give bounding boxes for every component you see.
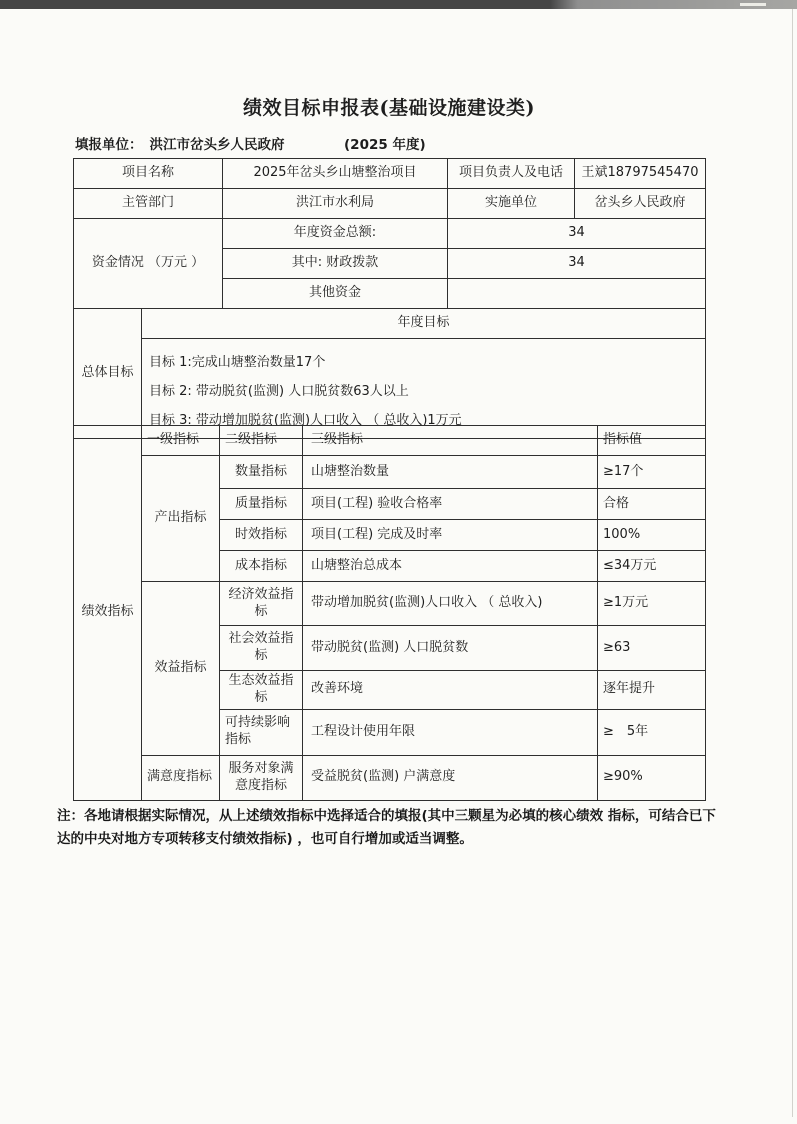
footnote: 注：各地请根据实际情况，从上述绩效指标中选择适合的填报(其中三颗星为必填的核心绩效 指标，可结合已下达的中央对地方专项转移支付绩效指标) ，也可自行增加或适当调整。 — [57, 808, 716, 847]
header-level2: 二级指标 — [220, 426, 303, 456]
funding-fiscal-label: 其中: 财政拨款 — [223, 249, 448, 279]
scan-top-edge-mark — [740, 3, 766, 6]
annual-goal-header: 年度目标 — [142, 309, 706, 339]
value-social: ≥63 — [598, 626, 706, 671]
indicators-section-label: 绩效指标 — [74, 426, 142, 801]
indicators-table — [73, 425, 706, 801]
value-quantity: ≥17个 — [598, 456, 706, 489]
funding-total-value: 34 — [448, 219, 706, 249]
level2-economic: 经济效益指标 — [220, 582, 303, 626]
value-economic: ≥1万元 — [598, 582, 706, 626]
level3-quality: 项目(工程) 验收合格率 — [303, 489, 598, 520]
funding-fiscal-value: 34 — [448, 249, 706, 279]
overall-goal-label: 总体目标 — [74, 309, 142, 439]
value-ecological: 逐年提升 — [598, 671, 706, 710]
dept-label: 主管部门 — [74, 189, 223, 219]
overall-goal-table — [73, 308, 706, 439]
value-sustainability: ≥ 5年 — [598, 709, 706, 755]
filler-unit-value: 洪江市岔头乡人民政府 — [149, 137, 285, 153]
level2-quantity: 数量指标 — [220, 456, 303, 489]
level3-quantity: 山塘整治数量 — [303, 456, 598, 489]
funding-other-value — [448, 279, 706, 309]
level2-social: 社会效益指标 — [220, 626, 303, 671]
level3-social: 带动脱贫(监测) 人口脱贫数 — [303, 626, 598, 671]
impl-unit-label: 实施单位 — [448, 189, 575, 219]
project-manager-label: 项目负责人及电话 — [448, 159, 575, 189]
level2-quality: 质量指标 — [220, 489, 303, 520]
level2-cost: 成本指标 — [220, 551, 303, 582]
project-name-value: 2025年岔头乡山塘整治项目 — [223, 159, 448, 189]
value-quality: 合格 — [598, 489, 706, 520]
level3-cost: 山塘整治总成本 — [303, 551, 598, 582]
header-level3: 三级指标 — [303, 426, 598, 456]
value-timeliness: 100% — [598, 520, 706, 551]
level2-ecological: 生态效益指标 — [220, 671, 303, 710]
level3-economic: 带动增加脱贫(监测)人口收入 （ 总收入) — [303, 582, 598, 626]
annual-goal-list — [142, 339, 706, 439]
funding-section-label: 资金情况 （万元 ） — [74, 219, 223, 309]
level1-benefit: 效益指标 — [142, 582, 220, 756]
level3-timeliness: 项目(工程) 完成及时率 — [303, 520, 598, 551]
level2-timeliness: 时效指标 — [220, 520, 303, 551]
scan-right-edge-artifact — [792, 9, 793, 1117]
scan-top-edge-artifact — [0, 0, 797, 9]
level1-satisfaction: 满意度指标 — [142, 755, 220, 800]
impl-unit-value: 岔头乡人民政府 — [575, 189, 706, 219]
level3-sustainability: 工程设计使用年限 — [303, 709, 598, 755]
report-year: (2025 年度) — [344, 137, 426, 153]
value-service-satisfaction: ≥90% — [598, 755, 706, 800]
project-name-label: 项目名称 — [74, 159, 223, 189]
header-value: 指标值 — [598, 426, 706, 456]
header-level1: 一级指标 — [142, 426, 220, 456]
funding-total-label: 年度资金总额: — [223, 219, 448, 249]
goal-item-2: 目标 2: 带动脱贫(监测) 人口脱贫数63人以上 — [149, 384, 409, 399]
level2-sustainability: 可持续影响指标 — [220, 709, 303, 755]
project-info-table — [73, 158, 706, 309]
funding-other-label: 其他资金 — [223, 279, 448, 309]
goal-item-3: 目标 3: 带动增加脱贫(监测)人口收入 （ 总收入)1万元 — [149, 413, 462, 428]
level3-service-satisfaction: 受益脱贫(监测) 户满意度 — [303, 755, 598, 800]
filler-unit-label: 填报单位： — [75, 137, 143, 153]
dept-value: 洪江市水利局 — [223, 189, 448, 219]
goal-item-1: 目标 1:完成山塘整治数量17个 — [149, 355, 326, 370]
level1-output: 产出指标 — [142, 456, 220, 582]
level3-ecological: 改善环境 — [303, 671, 598, 710]
value-cost: ≤34万元 — [598, 551, 706, 582]
level2-service-satisfaction: 服务对象满意度指标 — [220, 755, 303, 800]
form-title: 绩效目标申报表(基础设施建设类) — [243, 97, 535, 119]
project-manager-value: 王斌18797545470 — [575, 159, 706, 189]
filler-unit-line — [75, 133, 705, 153]
